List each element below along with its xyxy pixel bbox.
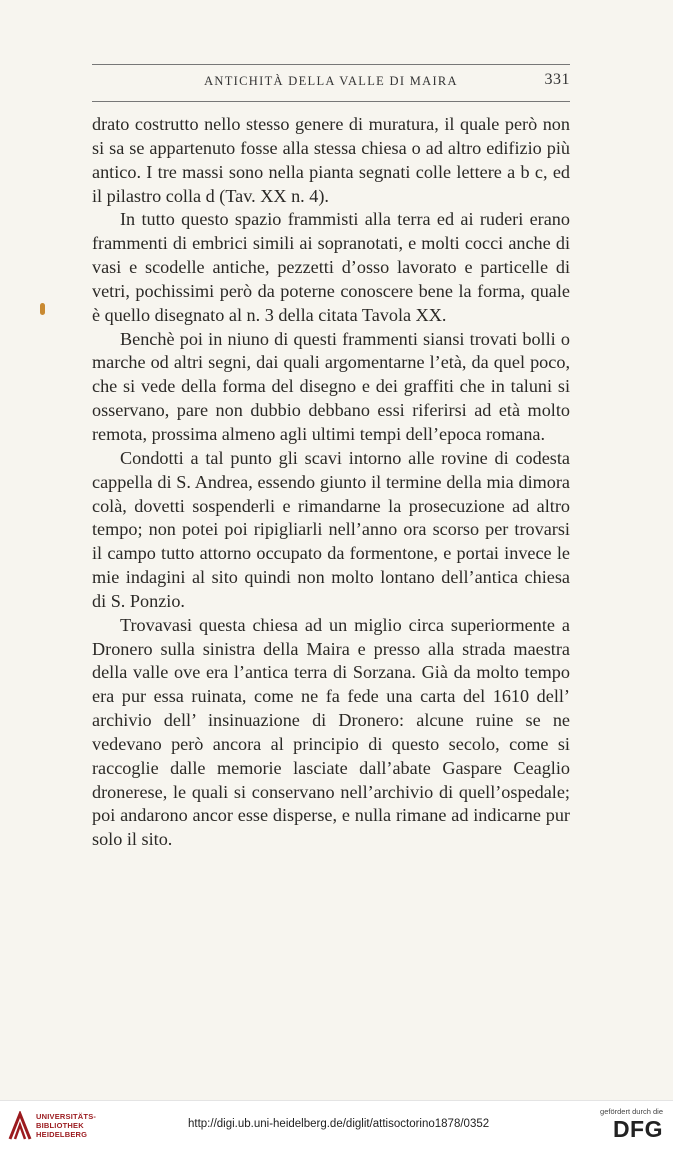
funded-by-label: gefördert durch die	[600, 1107, 663, 1116]
running-title: ANTICHITÀ DELLA VALLE DI MAIRA	[204, 74, 458, 88]
page-number: 331	[544, 71, 570, 88]
library-name: UNIVERSITÄTS- BIBLIOTHEK HEIDELBERG	[36, 1112, 97, 1139]
body-text	[92, 113, 570, 852]
paragraph: In tutto questo spazio frammisti alla terra ed ai ruderi erano frammenti di embrici simili ai sopranotati, e molti cocci anche di vasi e scodelle antiche, pezzetti d’osso lavorato e particelle di vetri, pochissimi però da poterne conoscere bene la forma, quale è quello disegnato al n. 3 della citata Tavola XX.	[92, 209, 570, 325]
header-rule-top	[92, 64, 570, 65]
paragraph: Benchè poi in niuno di questi frammenti siansi trovati bolli o marche od altri segni, dai quali argomentarne l’età, da quel poco, che si vede della forma del disegno e dei graffiti che in taluni si osservano, pare non dubbio debbano essi riferirsi ad età molto remota, prossima almeno agli ultimi tempi dell’epoca romana.	[92, 328, 570, 444]
paragraph: drato costrutto nello stesso genere di muratura, il quale però non si sa se appartenuto fosse alla stessa chiesa o ad altro edifizio più antico. I tre massi sono nella pianta segnati colle lettere a b c, ed il pilastro colla d (Tav. XX n. 4).	[92, 114, 570, 206]
paragraph: Condotti a tal punto gli scavi intorno alle rovine di codesta cappella di S. Andrea, essendo giunto il termine della mia dimora colà, dovetti sospenderli e rimandarne la prosecuzione ad altro tempo; non potei poi ripigliarli nell’anno ora scorso per trovarsi il campo tutto attorno occupato da formentone, e portai invece le mie indagini al sito quindi non molto lontano dell’antica chiesa di S. Ponzio.	[92, 447, 570, 611]
paragraph: Trovavasi questa chiesa ad un miglio circa superiormente a Dronero sulla sinistra della Maira e presso alla strada maestra della valle ove era l’antica terra di Sorzana. Già da molto tempo era pur essa ruinata, come ne fa fede una carta del 1610 dell’ archivio dell’ insinuazione di Dronero: alcune ruine se ne vedevano però ancora al principio di questo secolo, come si raccoglie dalle memorie lasciate dall’abate Gaspare Ceaglio dronerese, le quali si conservano nell’archivio di quell’ospedale; poi andarono ancor esse disperse, e nulla rimane ad indicarne pur solo il sito.	[92, 614, 570, 850]
viewer-footer	[0, 1100, 673, 1151]
dfg-logo: DFG	[612, 1116, 663, 1142]
university-library-logo-icon	[8, 1111, 32, 1141]
header-rule-bottom	[92, 101, 570, 102]
ink-stain	[40, 303, 45, 315]
permalink-url[interactable]: http://digi.ub.uni-heidelberg.de/diglit/attisoctorino1878/0352	[188, 1118, 490, 1130]
